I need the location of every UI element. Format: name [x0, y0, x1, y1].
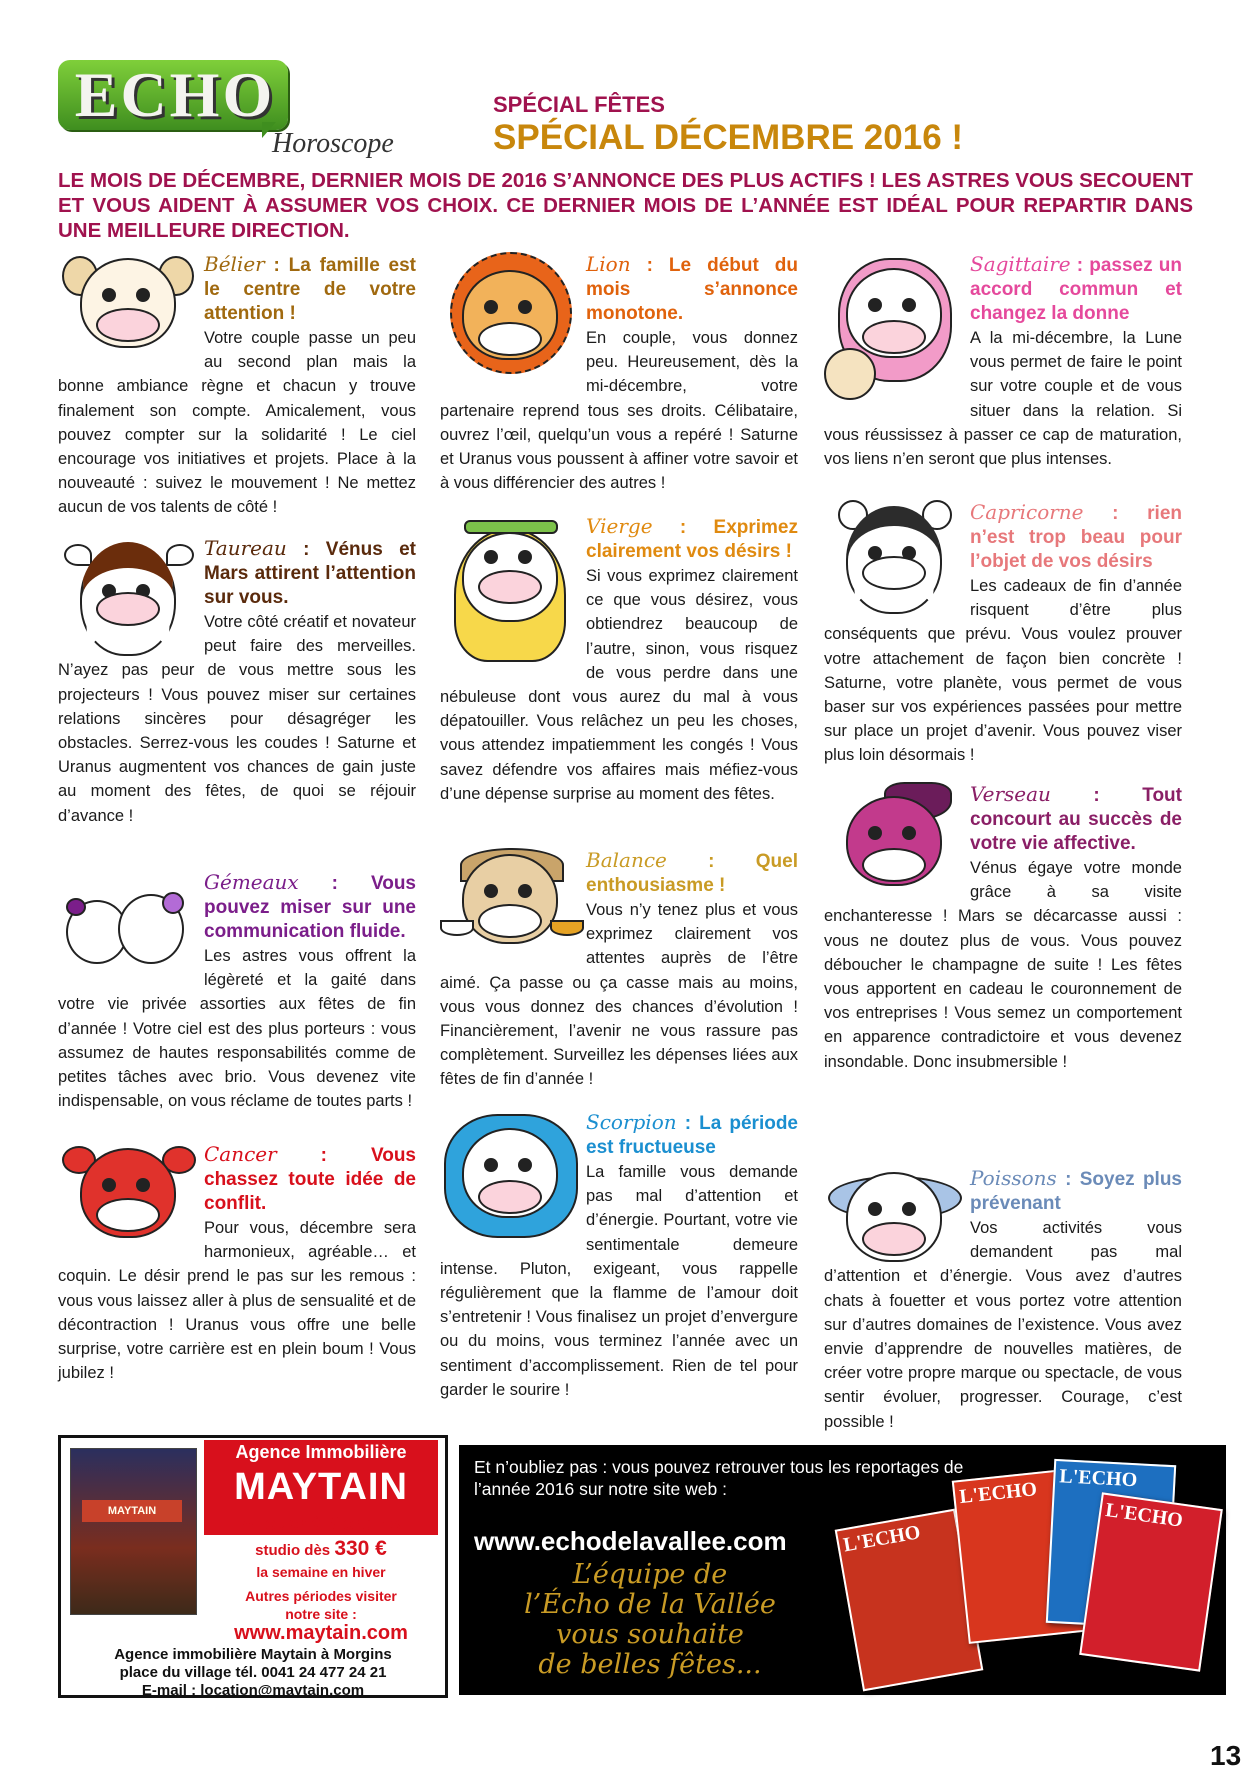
sign-name: Capricorne [970, 500, 1084, 524]
sign-text: Si vous exprimez clairement ce que vous désirez, vous obtiendrez beaucoup de l’autre, sinon, vous risquez de vous perdre dans une nébuleuse dont vous aurez du mal à vous dépatouiller. Vous relâchez un peu les choses, vous attendez impatiemment les congés ! Vous savez défendre vos affaires mais méfiez-vous d’une dépense surprise au moment des fêtes. [440, 567, 798, 803]
sign-title: Vous pouvez miser sur une communication fluide. [204, 873, 416, 942]
twins-illustration [58, 870, 198, 970]
sign-text: La famille vous demande pas mal d’attention et d’énergie. Pourtant, votre vie sentimentale demeure intense. Pluton, exigeant, vous rappelle régulièrement que la flamme de l’amour doit s’entretenir ! Vous finalisez un projet d’envergure ou du moins, vous terminez l’année avec un sentiment d’accomplissement. Rien de tel pour garder le sourire ! [440, 1163, 798, 1399]
scorpion-illustration [440, 1110, 580, 1240]
sign-text: Les cadeaux de fin d’année risquent d’être plus conséquents que prévu. Vous voulez prouver votre attachement de façon bien concrète ! Saturne, votre planète, vous permet de vous baser sur vos expériences passées pour mettre sur place un projet d’avenir. Vous pouvez viser plus loin désormais ! [824, 577, 1182, 765]
rent-label: A louer à Morgins [241, 1514, 401, 1535]
sign-text: Votre couple passe un peu au second plan mais la bonne ambiance règne et chacun y trouve finalement son compte. Amicalement, vous pouvez compter sur la solidarité ! Le ciel encourage vos initiatives et projets. Place à la nouveauté : suivez le mouvement ! Ne mettez aucun de vos talents de côté ! [58, 329, 416, 517]
price: 330 € [334, 1537, 387, 1560]
bull-illustration [58, 536, 198, 636]
sign-name: Bélier [204, 252, 265, 276]
chalet-sign: MAYTAIN [82, 1500, 182, 1522]
magazine-cover-4: L'ECHO [1079, 1492, 1223, 1671]
sign-title: rien n’est trop beau pour l’objet de vos désirs [970, 503, 1182, 572]
echo-logo: ECHO [74, 59, 276, 130]
magazine-cover-3: L'ECHO [1046, 1459, 1176, 1629]
sign-title: Vous chassez toute idée de conflit. [204, 1145, 416, 1214]
sign-verseau: Verseau : Tout concourt au succès de votre vie affective. Vénus égaye votre monde grâce à sa visite enchanteresse ! Mars se décarcasse aussi : vous ne doutez plus de vous. Vous pouvez déboucher le champagne de suite ! Les fêtes vous apportent en cadeau le couronnement de vos entreprises ! Vous semez un comportement en apparence contradictoire et vous devenez insondable. Donc insubmersible ! [824, 782, 1182, 1166]
sign-text: Les astres vous offrent la légèreté et la gaité dans votre vie privée assorties aux fêtes de fin d’année ! Votre ciel est des plus porteurs : vous assumez de hautes responsabilités comme de petites tâches avec brio. Vous devenez vite indispensable, on vous réclame de toutes parts ! [58, 947, 416, 1111]
agency-contact [62, 1646, 444, 1700]
other-periods: Autres périodes visiter [245, 1588, 397, 1604]
page-number: 13 [1210, 1740, 1242, 1771]
column-2 [440, 252, 798, 1402]
sign-text: Pour vous, décembre sera harmonieux, agréable… et coquin. Le désir prend le pas sur les remous : vous vous laissez aller à plus de sensualité et de décontraction ! Uranus vous offre une belle surprise, votre carrière est en plein boum ! Vous jubilez ! [58, 1219, 416, 1383]
column-3 [824, 252, 1182, 1434]
sign-taureau: Taureau : Vénus et Mars attirent l’attention sur vous. Votre côté créatif et novateur peut faire des merveilles. N’ayez pas peur de vous mettre sous les projecteurs ! Vous pouvez miser sur certaines relations sincères pour désagréger les obstacles. Serrez-vous les coudes ! Saturne et Uranus augmentent vos chances de gain juste au moment des fêtes, de quoi se réjouir d’avance ! [58, 536, 416, 870]
sign-title: Exprimez clairement vos désirs ! [586, 517, 798, 562]
magazine-cover-2: L'ECHO [952, 1468, 1090, 1644]
sign-name: Balance [586, 848, 667, 872]
sign-scorpion: Scorpion : La période est fructueuse La famille vous demande pas mal d’attention et d’énergie. Pourtant, votre vie sentimentale demeure intense. Pluton, exigeant, vous rappelle régulièrement que la flamme de l’amour doit s’entretenir ! Vous finalisez un projet d’envergure ou du moins, vous terminez l’année avec un sentiment d’accomplissement. Rien de tel pour garder le sourire ! [440, 1110, 798, 1402]
sign-name: Cancer [204, 1142, 277, 1166]
sign-name: Sagittaire [970, 252, 1071, 276]
intro-paragraph: LE MOIS DE DÉCEMBRE, DERNIER MOIS DE 2016 S’ANNONCE DES PLUS ACTIFS ! LES ASTRES VOUS SECOUENT ET VOUS AIDENT À ASSUMER VOS CHOIX. CE DERNIER MOIS DE L’ANNÉE EST IDÉAL POUR REPARTIR DANS UNE MEILLEURE DIRECTION. [58, 169, 1193, 242]
crab-illustration [58, 1142, 198, 1242]
aquarius-illustration [824, 782, 964, 902]
kicker: SPÉCIAL FÊTES [493, 92, 665, 117]
agency-name: MAYTAIN [234, 1466, 408, 1508]
sign-title: La période est fructueuse [586, 1113, 799, 1158]
pisces-illustration [824, 1166, 964, 1262]
sign-belier: Bélier : La famille est le centre de votre attention ! Votre couple passe un peu au second plan mais la bonne ambiance règne et chacun y trouve finalement son compte. Amicalement, vous pouvez compter sur la solidarité ! Le ciel encourage vos initiatives et projets. Place à la nouveauté : suivez le mouvement ! Ne mettez aucun de vos talents de côté ! [58, 252, 416, 536]
sign-text: A la mi-décembre, la Lune vous permet de faire le point sur votre couple et de vous situer dans la relation. Si vous réussissez à passer ce cap de maturation, vos liens n’en seront que plus intenses. [824, 329, 1182, 469]
sign-name: Vierge [586, 514, 653, 538]
season-greeting: L’équipe de l’Écho de la Vallée vous souhaite de belles fêtes... [524, 1559, 776, 1680]
magazine-cover-1: L'ECHO [835, 1509, 984, 1692]
sign-capricorne: Capricorne : rien n’est trop beau pour l’objet de vos désirs Les cadeaux de fin d’année risquent d’être plus conséquents que prévu. Vous voulez prouver votre attachement de façon bien concrète ! Saturne, votre planète, vous permet de vous baser sur vos expériences passées pour mettre sur place un projet d’avenir. Vous pouvez viser plus loin désormais ! [824, 500, 1182, 782]
sign-vierge: Vierge : Exprimez clairement vos désirs ! Si vous exprimez clairement ce que vous désirez, vous obtiendrez beaucoup de l’autre, sinon, vous risquez de vous perdre dans une nébuleuse dont vous aurez du mal à vous dépatouiller. Vous relâchez un peu les choses, vous attendez impatiemment les congés ! Vous savez défendre vos affaires mais méfiez-vous d’une dépense surprise au moment des fêtes. [440, 514, 798, 848]
sign-title: Le début du mois s’annonce monotone. [586, 255, 798, 324]
page-title: SPÉCIAL DÉCEMBRE 2016 ! [493, 118, 964, 157]
sign-text: Votre côté créatif et novateur peut faire des merveilles. N’ayez pas peur de vous mettre sous les projecteurs ! Vous pouvez miser sur certaines relations sincères pour désagréger les obstacles. Serrez-vous les coudes ! Saturne et Uranus augmentent vos chances de gain juste au moment des fêtes, de quoi se réjouir d’avance ! [58, 613, 416, 825]
sign-text: Vous n’y tenez plus et vous exprimez clairement vos attentes auprès de l’être aimé. Ça passe ou ça casse mais au moins, vous vous donnez des chances d’évolution ! Financièrement, l’avenir ne vous rassure pas complètement. Surveillez les dépenses liées aux fêtes de fin d’année ! [440, 901, 798, 1089]
column-1 [58, 252, 416, 1385]
sign-title: La famille est le centre de votre attention ! [204, 255, 416, 324]
sign-title: passez un accord commun et changez la donne [970, 255, 1182, 324]
goat-illustration [824, 500, 964, 600]
sign-name: Gémeaux [204, 870, 299, 894]
virgo-illustration [440, 514, 580, 664]
sign-name: Poissons [970, 1166, 1057, 1190]
site-label: notre site : [285, 1606, 357, 1622]
sign-text: Vénus égaye votre monde grâce à sa visite enchanteresse ! Mars se décarcasse aussi : vous ne doutez plus de vous. Vous pouvez déboucher le champagne de suite ! Les fêtes vous apportent en cadeau le couronnement de vos entreprises ! Vous semez un comportement en apparence contradictoire et vous devenez insondable. Donc insubmersible ! [824, 859, 1182, 1071]
contact-email[interactable]: E-mail : location@maytain.com [141, 1682, 365, 1699]
sign-name: Scorpion [586, 1110, 677, 1134]
sign-name: Verseau [970, 782, 1051, 806]
sign-cancer: Cancer : Vous chassez toute idée de conflit. Pour vous, décembre sera harmonieux, agréable… et coquin. Le désir prend le pas sur les remous : vous vous laissez aller à plus de sensualité et de décontraction ! Uranus vous offre une belle surprise, votre carrière est en plein boum ! Vous jubilez ! [58, 1142, 416, 1385]
chalet-photo [70, 1448, 197, 1615]
price-line: studio dès 330 € [255, 1537, 387, 1560]
contact-line-2: place du village tél. 0041 24 477 24 21 [119, 1664, 387, 1681]
agency-label: Agence Immobilière [235, 1442, 407, 1462]
sign-title: Soyez plus prévenant [970, 1169, 1183, 1214]
sign-name: Lion [586, 252, 631, 276]
sign-text: En couple, vous donnez peu. Heureusement, dès la mi-décembre, votre partenaire reprend tous ses droits. Célibataire, ouvrez l’œil, quelqu’un vous a repéré ! Saturne et Uranus vous poussent à affiner votre savoir et à vous différencier des autres ! [440, 329, 798, 493]
sign-name: Taureau [204, 536, 287, 560]
logo-subtitle: Horoscope [272, 128, 394, 159]
sign-poissons: Poissons : Soyez plus prévenant Vos activités vous demandent pas mal d’attention et d’énergie. Vous avez d’autres chats à fouetter et vous portez votre attention sur d’autres domaines de l’existence. Vous avez envie d’apprendre de nouvelles matières, de créer votre propre marque ou spectacle, de vous sentir évoluer, progresser. Courage, c’est possible ! [824, 1166, 1182, 1434]
maytain-url[interactable]: www.maytain.com [234, 1622, 408, 1644]
echo-ad-text: Et n’oubliez pas : vous pouvez retrouver tous les reportages de l’année 2016 sur notre site web : [474, 1457, 964, 1499]
ram-illustration [58, 252, 198, 352]
echo-url[interactable]: www.echodelavallee.com [474, 1526, 787, 1556]
sign-lion: Lion : Le début du mois s’annonce monotone. En couple, vous donnez peu. Heureusement, dès la mi-décembre, votre partenaire reprend tous ses droits. Célibataire, ouvrez l’œil, quelqu’un vous a repéré ! Saturne et Uranus vous poussent à affiner votre savoir et à vous différencier des autres ! [440, 252, 798, 514]
sign-gemeaux: Gémeaux : Vous pouvez miser sur une communication fluide. Les astres vous offrent la légèreté et la gaité dans votre vie privée assorties aux fêtes de fin d’année ! Votre ciel est des plus porteurs : vous assumez de hautes responsabilités comme de petites tâches avec brio. Vous devenez vite indispensable, on vous réclame de toutes parts ! [58, 870, 416, 1142]
sign-text: Vos activités vous demandent pas mal d’attention et d’énergie. Vous avez d’autres chats à fouetter et vous portez votre attention sur d’autres domaines de l’existence. Vous avez envie d’apprendre de nouvelles matières, de créer votre propre marque ou spectacle, de vous sentir évoluer, progresser. Courage, c’est possible ! [824, 1219, 1182, 1431]
sign-title: Tout concourt au succès de votre vie affective. [970, 785, 1182, 854]
contact-line-1: Agence immobilière Maytain à Morgins [114, 1646, 392, 1663]
period-label: la semaine en hiver [256, 1564, 386, 1580]
lion-illustration [440, 252, 580, 382]
sagittarius-illustration [824, 252, 964, 402]
sign-title: Vénus et Mars attirent l’attention sur vous. [204, 539, 416, 608]
libra-illustration [440, 848, 580, 958]
sign-title: Quel enthousiasme ! [586, 851, 798, 896]
sign-sagittaire: Sagittaire : passez un accord commun et changez la donne A la mi-décembre, la Lune vous permet de faire le point sur votre couple et de vous situer dans la relation. Si vous réussissez à passer ce cap de maturation, vos liens n’en seront que plus intenses. [824, 252, 1182, 500]
sign-balance: Balance : Quel enthousiasme ! Vous n’y tenez plus et vous exprimez clairement vos attentes auprès de l’être aimé. Ça passe ou ça casse mais au moins, vous vous donnez des chances d’évolution ! Financièrement, l’avenir ne vous rassure pas complètement. Surveillez les dépenses liées aux fêtes de fin d’année ! [440, 848, 798, 1110]
